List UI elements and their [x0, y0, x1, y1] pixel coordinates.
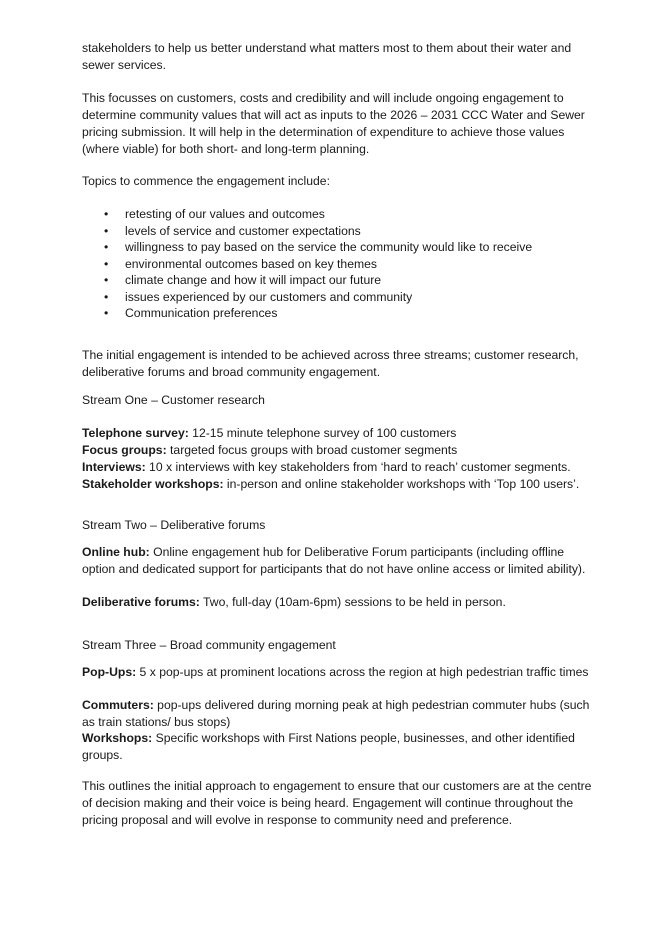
streams-intro-paragraph: The initial engagement is intended to be achieved across three streams; customer research, deliberative forums and broad community engagement. [82, 348, 579, 379]
topics-lead-in: Topics to commence the engagement include: [82, 174, 330, 188]
bullet-icon: • [104, 289, 109, 304]
list-item: • Communication preferences [104, 306, 278, 320]
list-item: • climate change and how it will impact our future [104, 273, 382, 287]
stream-one-heading: Stream One – Customer research [82, 393, 265, 407]
bullet-icon: • [104, 240, 109, 254]
stream-one-details [82, 425, 592, 493]
bullet-icon: • [104, 256, 109, 271]
bullet-icon: • [104, 306, 109, 320]
stream-one-item: Interviews: 10 x interviews with key stakeholders from ‘hard to reach’ customer segments. [82, 460, 571, 474]
stream-three-popups: Pop-Ups: 5 x pop-ups at prominent locations across the region at high pedestrian traffic times [82, 665, 589, 679]
stream-two-online-hub: Online hub: Online engagement hub for Deliberative Forum participants (including offline option and dedicated support for participants that do not have online access or limited ability). [82, 545, 586, 576]
list-item: • retesting of our values and outcomes [104, 207, 325, 221]
stream-two-heading: Stream Two – Deliberative forums [82, 518, 266, 532]
list-item: • levels of service and customer expectations [104, 223, 361, 238]
stream-three-workshops: Workshops: Specific workshops with First Nations people, businesses, and other identified groups. [82, 731, 575, 762]
intro-paragraph-2: This focusses on customers, costs and credibility and will include ongoing engagement to determine community values that will act as inputs to the 2026 – 2031 CCC Water and Sewer pricing submission. It will help in the determination of expenditure to achieve those values (where viable) for both short- and long-term planning. [82, 91, 585, 156]
bullet-icon: • [104, 223, 109, 238]
intro-paragraph-1: stakeholders to help us better understand what matters most to them about their water and sewer services. [82, 41, 572, 72]
list-item: • willingness to pay based on the service the community would like to receive [104, 240, 533, 254]
closing-paragraph: This outlines the initial approach to engagement to ensure that our customers are at the centre of decision making and their voice is being heard. Engagement will continue throughout the pricing proposal and will evolve in response to community need and preference. [82, 779, 592, 827]
stream-two-deliberative-forums: Deliberative forums: Two, full-day (10am-6pm) sessions to be held in person. [82, 595, 506, 609]
stream-one-item: Focus groups: targeted focus groups with broad customer segments [82, 443, 458, 457]
stream-three-heading: Stream Three – Broad community engagement [82, 638, 336, 652]
topics-list [82, 206, 592, 322]
stream-three-commuters: Commuters: pop-ups delivered during morning peak at high pedestrian commuter hubs (such as train stations/ bus stops) [82, 698, 590, 729]
bullet-icon: • [104, 273, 109, 287]
stream-one-item: Stakeholder workshops: in-person and online stakeholder workshops with ‘Top 100 users’. [82, 477, 580, 491]
stream-one-item: Telephone survey: 12-15 minute telephone survey of 100 customers [82, 426, 457, 440]
list-item: • issues experienced by our customers and community [104, 289, 413, 304]
list-item: • environmental outcomes based on key themes [104, 256, 378, 271]
bullet-icon: • [104, 207, 109, 221]
